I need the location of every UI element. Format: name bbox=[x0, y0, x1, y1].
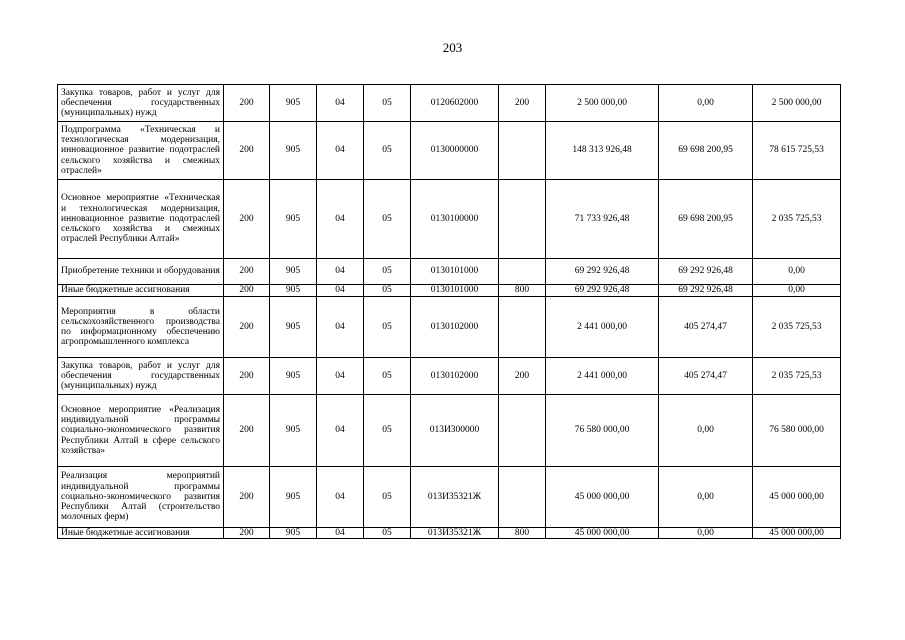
row-value-cell: 905 bbox=[270, 395, 317, 467]
row-value-cell: 905 bbox=[270, 297, 317, 358]
table-row bbox=[58, 395, 841, 467]
row-value-cell: 905 bbox=[270, 180, 317, 259]
row-name-cell: Основное мероприятие «Техническая и технологическая модернизация, инновационное развитие подотраслей сельского хозяйства и смежных отраслей Республики Алтай» bbox=[58, 180, 224, 259]
row-value-cell: 0130102000 bbox=[411, 358, 499, 395]
row-value-cell bbox=[499, 122, 546, 180]
row-value-cell: 69 292 926,48 bbox=[659, 285, 753, 297]
row-value-cell: 04 bbox=[317, 358, 364, 395]
row-name-cell: Реализация мероприятий индивидуальной программы социально-экономического развития Республики Алтай (строительство молочных ферм) bbox=[58, 467, 224, 528]
row-value-cell: 69 698 200,95 bbox=[659, 122, 753, 180]
row-value-cell: 200 bbox=[499, 358, 546, 395]
row-value-cell: 04 bbox=[317, 467, 364, 528]
row-value-cell: 200 bbox=[224, 467, 270, 528]
row-value-cell: 05 bbox=[364, 180, 411, 259]
row-value-cell: 905 bbox=[270, 528, 317, 539]
row-value-cell: 200 bbox=[224, 259, 270, 285]
row-value-cell: 76 580 000,00 bbox=[753, 395, 841, 467]
row-value-cell: 013И300000 bbox=[411, 395, 499, 467]
row-value-cell: 200 bbox=[224, 180, 270, 259]
row-value-cell: 905 bbox=[270, 285, 317, 297]
row-value-cell bbox=[499, 180, 546, 259]
row-value-cell: 0130102000 bbox=[411, 297, 499, 358]
row-value-cell: 200 bbox=[224, 297, 270, 358]
row-value-cell: 0130101000 bbox=[411, 285, 499, 297]
row-name-cell: Основное мероприятие «Реализация индивидуальной программы социально-экономического развития Республики Алтай в сфере сельского хозяйства» bbox=[58, 395, 224, 467]
row-value-cell: 200 bbox=[224, 358, 270, 395]
row-value-cell: 405 274,47 bbox=[659, 297, 753, 358]
row-value-cell: 05 bbox=[364, 528, 411, 539]
row-value-cell: 148 313 926,48 bbox=[546, 122, 659, 180]
table-row bbox=[58, 259, 841, 285]
row-value-cell: 05 bbox=[364, 85, 411, 122]
row-value-cell: 0120602000 bbox=[411, 85, 499, 122]
row-value-cell: 0,00 bbox=[753, 259, 841, 285]
row-value-cell: 04 bbox=[317, 85, 364, 122]
row-value-cell: 69 292 926,48 bbox=[659, 259, 753, 285]
row-value-cell: 200 bbox=[224, 285, 270, 297]
row-name-cell: Закупка товаров, работ и услуг для обеспечения государственных (муниципальных) нужд bbox=[58, 85, 224, 122]
row-value-cell: 05 bbox=[364, 259, 411, 285]
row-value-cell: 2 441 000,00 bbox=[546, 358, 659, 395]
row-name-cell: Иные бюджетные ассигнования bbox=[58, 285, 224, 297]
row-value-cell: 45 000 000,00 bbox=[546, 467, 659, 528]
row-value-cell: 05 bbox=[364, 297, 411, 358]
row-value-cell: 200 bbox=[224, 395, 270, 467]
row-value-cell: 200 bbox=[224, 122, 270, 180]
row-value-cell: 69 698 200,95 bbox=[659, 180, 753, 259]
row-value-cell: 0,00 bbox=[659, 528, 753, 539]
row-value-cell: 05 bbox=[364, 285, 411, 297]
row-value-cell: 04 bbox=[317, 395, 364, 467]
row-value-cell: 2 035 725,53 bbox=[753, 297, 841, 358]
row-value-cell: 200 bbox=[224, 528, 270, 539]
row-value-cell bbox=[499, 395, 546, 467]
row-value-cell: 200 bbox=[499, 85, 546, 122]
page-number: 203 bbox=[442, 40, 463, 55]
row-value-cell: 905 bbox=[270, 122, 317, 180]
table-row bbox=[58, 528, 841, 539]
row-value-cell: 2 035 725,53 bbox=[753, 180, 841, 259]
row-value-cell bbox=[499, 259, 546, 285]
row-value-cell: 405 274,47 bbox=[659, 358, 753, 395]
table-row bbox=[58, 85, 841, 122]
row-value-cell: 905 bbox=[270, 358, 317, 395]
row-value-cell: 76 580 000,00 bbox=[546, 395, 659, 467]
table-row bbox=[58, 467, 841, 528]
row-value-cell: 2 035 725,53 bbox=[753, 358, 841, 395]
row-value-cell: 05 bbox=[364, 122, 411, 180]
row-value-cell: 71 733 926,48 bbox=[546, 180, 659, 259]
row-value-cell: 800 bbox=[499, 528, 546, 539]
row-value-cell: 04 bbox=[317, 180, 364, 259]
table-row bbox=[58, 122, 841, 180]
row-value-cell: 0130000000 bbox=[411, 122, 499, 180]
row-value-cell: 45 000 000,00 bbox=[753, 467, 841, 528]
row-value-cell: 0,00 bbox=[659, 467, 753, 528]
row-value-cell: 05 bbox=[364, 358, 411, 395]
row-value-cell: 45 000 000,00 bbox=[753, 528, 841, 539]
row-name-cell: Закупка товаров, работ и услуг для обеспечения государственных (муниципальных) нужд bbox=[58, 358, 224, 395]
row-value-cell: 69 292 926,48 bbox=[546, 259, 659, 285]
row-name-cell: Приобретение техники и оборудования bbox=[58, 259, 224, 285]
table-row bbox=[58, 180, 841, 259]
row-value-cell: 0,00 bbox=[659, 85, 753, 122]
row-value-cell: 200 bbox=[224, 85, 270, 122]
row-value-cell: 905 bbox=[270, 259, 317, 285]
budget-table bbox=[57, 84, 841, 539]
row-name-cell: Подпрограмма «Техническая и технологическая модернизация, инновационное развитие подотраслей сельского хозяйства и смежных отраслей» bbox=[58, 122, 224, 180]
row-name-cell: Мероприятия в области сельскохозяйственного производства по информационному обеспечению агропромышленного комплекса bbox=[58, 297, 224, 358]
row-value-cell: 0130100000 bbox=[411, 180, 499, 259]
table-row bbox=[58, 285, 841, 297]
row-value-cell: 0130101000 bbox=[411, 259, 499, 285]
row-value-cell: 905 bbox=[270, 85, 317, 122]
row-value-cell: 0,00 bbox=[753, 285, 841, 297]
row-value-cell bbox=[499, 467, 546, 528]
row-value-cell: 05 bbox=[364, 395, 411, 467]
row-value-cell: 2 500 000,00 bbox=[546, 85, 659, 122]
row-value-cell: 905 bbox=[270, 467, 317, 528]
row-value-cell: 04 bbox=[317, 297, 364, 358]
row-value-cell: 45 000 000,00 bbox=[546, 528, 659, 539]
row-value-cell: 0,00 bbox=[659, 395, 753, 467]
table-body bbox=[58, 85, 841, 539]
row-value-cell: 013И35321Ж bbox=[411, 528, 499, 539]
row-value-cell: 013И35321Ж bbox=[411, 467, 499, 528]
row-value-cell bbox=[499, 297, 546, 358]
row-value-cell: 69 292 926,48 bbox=[546, 285, 659, 297]
row-value-cell: 78 615 725,53 bbox=[753, 122, 841, 180]
row-value-cell: 04 bbox=[317, 528, 364, 539]
row-value-cell: 04 bbox=[317, 285, 364, 297]
row-value-cell: 05 bbox=[364, 467, 411, 528]
row-value-cell: 04 bbox=[317, 122, 364, 180]
row-name-cell: Иные бюджетные ассигнования bbox=[58, 528, 224, 539]
row-value-cell: 04 bbox=[317, 259, 364, 285]
table-row bbox=[58, 358, 841, 395]
row-value-cell: 800 bbox=[499, 285, 546, 297]
row-value-cell: 2 500 000,00 bbox=[753, 85, 841, 122]
row-value-cell: 2 441 000,00 bbox=[546, 297, 659, 358]
table-row bbox=[58, 297, 841, 358]
